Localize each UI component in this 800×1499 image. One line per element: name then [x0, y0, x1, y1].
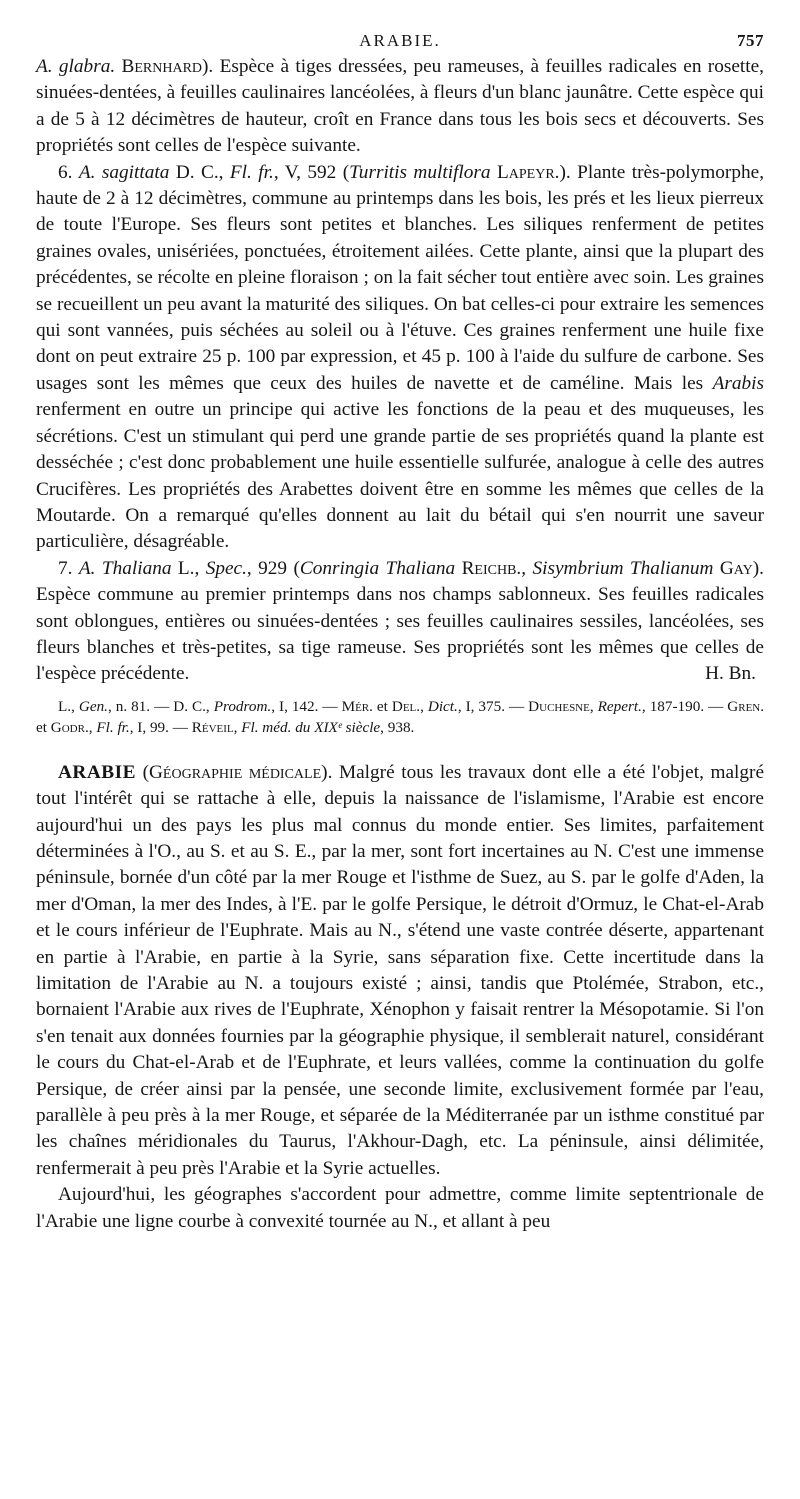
ref-text: , n. 81. — D. C.,	[107, 697, 214, 715]
thaliana-ref: , 929 (	[246, 557, 300, 579]
author-bernhard: Bernhard	[121, 56, 203, 77]
ref-text: ,	[589, 697, 598, 715]
ref-author-gren: Gren.	[727, 697, 765, 715]
entry-thaliana: 7. A. Thaliana L., Spec., 929 (Conringia Thaliana Reichb., Sisymbrium Thalianum Gay). Espèce commune au premier printemps dans nos champs sablonneux. Ses feuilles radicales sont oblongues, entières ou sinuées-dentées ; ses feuilles caulinaires sessiles, lancéolées, ses fleurs blanches et très-petites, sa tige rameuse. Ses propriétés sont les mêmes que celles de l'espèce précédente. H. Bn.	[36, 556, 764, 688]
species-name-sagittata: A. sagittata	[78, 161, 170, 183]
thaliana-text: ). Espèce commune au premier printemps dans nos champs sablonneux. Ses feuilles radicales sont oblongues, entières ou sinuées-dentées ; ses feuilles caulinaires sessiles, lancéolées, ses fleurs blanches et très-petites, sa tige rameuse. Ses propriétés sont les mêmes que celles de l'espèce précédente.	[36, 557, 764, 685]
entry-number-6: 6.	[58, 161, 73, 183]
glabra-text: ). Espèce à tiges dressées, peu rameuses, à feuilles radicales en rosette, sinuées-dentées, à feuilles caulinaires lancéolées, à fleurs d'un blanc jaunâtre. Cette espèce qui a de 5 à 12 décimètres de hauteur, croît en France dans tous les bois secs et découverts. Ses propriétés sont celles de l'espèce suivante.	[36, 56, 764, 157]
ref-text: , 187-190. —	[641, 697, 728, 715]
ref-author-reveil: Réveil	[191, 718, 234, 736]
ref-text: , 938.	[380, 718, 415, 736]
ref-author-mer: Mér.	[341, 697, 373, 715]
ref-text: , I, 375. —	[457, 697, 529, 715]
genus-arabis: Arabis	[712, 372, 764, 394]
ref-text: et	[36, 718, 51, 736]
ref-text: et	[372, 697, 392, 715]
ref-flmed: Fl. méd. du XIXᵉ siècle	[241, 718, 381, 736]
article-paragraph-2	[36, 1182, 764, 1235]
article-text: Aujourd'hui, les géographes s'accordent pour admettre, comme limite septentrionale de l'Arabie une ligne courbe à convexité tournée au N., et allant à peu	[36, 1184, 764, 1232]
ref-prodrom: Prodrom.	[213, 697, 272, 715]
entry-glabra	[36, 54, 764, 160]
synonym-sisymbrium: Sisymbrium Thalianum	[532, 557, 714, 579]
entry-number-7: 7.	[58, 557, 73, 579]
article-arabie	[36, 760, 764, 1183]
article-headword: ARABIE	[58, 761, 136, 783]
ref-text: ,	[233, 718, 242, 736]
species-name-thaliana: A. Thaliana	[78, 557, 172, 579]
article-subject: Géographie médicale	[149, 761, 322, 783]
ref-text: , I, 142. —	[271, 697, 342, 715]
author-reichb: Reichb.	[461, 557, 522, 579]
author-l: L.,	[177, 557, 200, 579]
author-dc: D. C.,	[175, 161, 224, 183]
ref-flfr: Fl. fr.	[96, 718, 130, 736]
flora-ref: Fl. fr.	[229, 161, 274, 183]
sagittata-text-2: renferment en outre un principe qui active les fonctions de la peau et des muqueuses, les sécrétions. C'est un stimulant qui perd une grande partie de ses propriétés quand la plante est desséchée ; c'est donc probablement une huile essentielle sulfurée, analogue à celle des autres Crucifères. Les propriétés des Arabettes doivent être en somme les mêmes que celles de la Moutarde. On a remarqué qu'elles donnent au lait du bétail qui s'en nourrit une saveur particulière, désagréable.	[36, 399, 764, 553]
article-text: (	[136, 761, 149, 783]
ref-author-duchesne: Duchesne	[528, 697, 590, 715]
signature: H. Bn.	[705, 663, 756, 685]
ref-text: L.,	[58, 697, 79, 715]
author-lapeyr: Lapeyr.	[497, 161, 560, 183]
author-gay: Gay	[719, 557, 753, 579]
species-name-glabra: A. glabra.	[36, 56, 116, 77]
article-text: ). Malgré tous les travaux dont elle a été l'objet, malgré tout l'intérêt qui se rattache à elle, depuis la naissance de l'islamisme, l'Arabie est encore aujourd'hui un des pays les plus mal connus du monde entier. Ses limites, parfaitement déterminées à l'O., au S. et au S. E., par la mer, sont fort incertaines au N. C'est une immense péninsule, bornée d'un côté par la mer Rouge et l'isthme de Suez, au S. par le golfe d'Aden, la mer d'Oman, la mer des Indes, à l'E. par le golfe Persique, le détroit d'Ormuz, le Chat-el-Arab et le cours inférieur de l'Euphrate. Mais au N., s'étend une vaste contrée déserte, appartenant en partie à l'Arabie, en partie à la Syrie, sans séparation fixe. Cette incertitude dans la limitation de l'Arabie au N. a toujours existé ; ainsi, tandis que Ptolémée, Strabon, etc., bornaient l'Arabie aux rives de l'Euphrate, Xénophon y faisait rentrer la Mésopotamie. Si l'on s'en tenait aux données fournies par la géographie physique, il semblerait naturel, considérant le cours du Chat-el-Arab et de l'Euphrate, et leurs vallées, comme la continuation du golfe Persique, de créer ainsi par la pensée, une seconde limite, exclusivement formée par l'eau, parallèle à peu près à la mer Rouge, et séparée de la Méditerranée par un isthme constitué par les chaînes méridionales du Taurus, l'Akhour-Dagh, etc. La péninsule, ainsi délimitée, renfermerait à peu près l'Arabie et la Syrie actuelles.	[36, 761, 765, 1179]
ref-dict: Dict.	[427, 697, 458, 715]
ref-text: , I, 99. —	[129, 718, 192, 736]
bibliography	[36, 696, 764, 738]
running-head	[36, 28, 764, 54]
ref-author-del: Del.	[391, 697, 421, 715]
synonym-turritis: Turritis multiflora	[349, 161, 491, 183]
section-gap	[36, 738, 764, 760]
ref-text: ,	[88, 718, 97, 736]
entry-sagittata	[36, 160, 764, 556]
ref-author-godr: Godr.	[50, 718, 89, 736]
ref-gen: Gen.	[78, 697, 108, 715]
running-head-title: ARABIE.	[359, 31, 441, 50]
ref-repert: Repert.	[597, 697, 642, 715]
sagittata-ref: , V, 592 (	[273, 161, 350, 183]
ref-text: ,	[420, 697, 428, 715]
page-number: 757	[737, 31, 764, 50]
synonym-conringia: Conringia Thaliana	[299, 557, 456, 579]
sagittata-text: ). Plante très-polymorphe, haute de 2 à 12 décimètres, commune au printemps dans les bois, les prés et les lieux pierreux de toute l'Europe. Ses fleurs sont petites et blanches. Les siliques renferment de petites graines ovales, unisériées, ponctuées, étroitement ailées. Cette plante, ainsi que la plupart des précédentes, se récolte en pleine floraison ; on la fait sécher tout entière avec soin. Les graines se recueillent un peu avant la maturité des siliques. On bat celles-ci pour extraire les semences qui sont vannées, puis séchées au soleil ou à l'étuve. Ces graines renferment une huile fixe dont on peut extraire 25 p. 100 par expression, et 45 p. 100 à l'aide du sulfure de carbone. Ses usages sont les mêmes que ceux des huiles de navette et de caméline. Mais les	[36, 161, 765, 394]
spec-ref: Spec.	[205, 557, 247, 579]
